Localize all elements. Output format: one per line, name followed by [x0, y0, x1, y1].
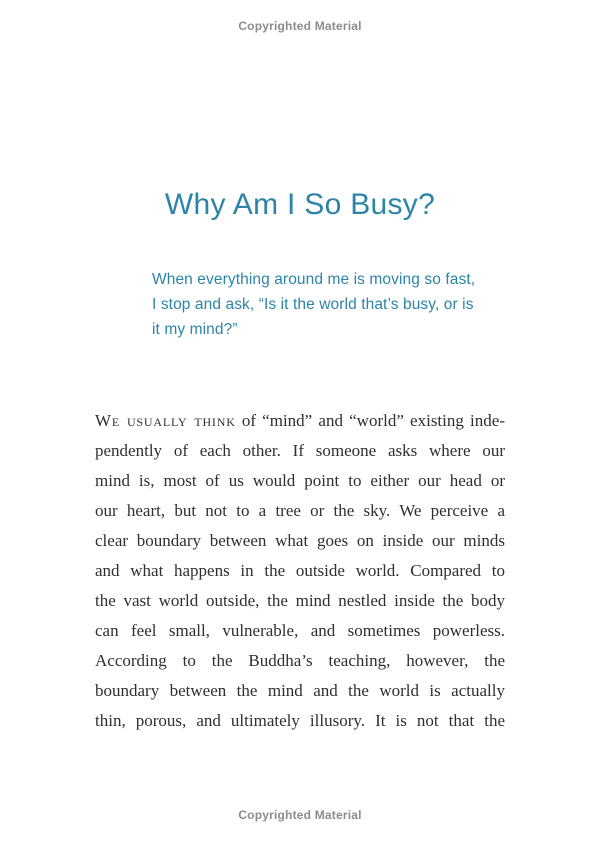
- body-lead-smallcaps: We usually think: [95, 411, 236, 430]
- body-first-line-rest: of “mind” and “world” existing inde-: [235, 411, 505, 430]
- epigraph-line: When everything around me is moving so fast,: [152, 271, 476, 288]
- body-line: boundary between the mind and the world is actually: [95, 681, 505, 700]
- body-line: According to the Buddha’s teaching, however, the: [95, 651, 505, 670]
- chapter-title: Why Am I So Busy?: [164, 188, 436, 221]
- body-line: clear boundary between what goes on inside our minds: [95, 531, 505, 550]
- body-line-first: [95, 406, 505, 436]
- epigraph-line: it my mind?”: [152, 321, 238, 338]
- copyright-notice-top: Copyrighted Material: [238, 19, 362, 33]
- body-line: mind is, most of us would point to either our head or: [95, 471, 505, 490]
- body-line: our heart, but not to a tree or the sky. We perceive a: [95, 501, 505, 520]
- epigraph-line: I stop and ask, “Is it the world that’s busy, or is: [152, 296, 474, 313]
- body-line: and what happens in the outside world. Compared to: [95, 561, 505, 580]
- body-paragraph: [95, 406, 505, 736]
- chapter-epigraph: [152, 267, 505, 342]
- body-line: can feel small, vulnerable, and sometimes powerless.: [95, 621, 505, 640]
- body-line: thin, porous, and ultimately illusory. It is not that the: [95, 711, 505, 730]
- body-lines: [95, 436, 505, 736]
- body-line: the vast world outside, the mind nestled inside the body: [95, 591, 505, 610]
- copyright-notice-bottom: Copyrighted Material: [238, 808, 362, 822]
- body-line: pendently of each other. If someone asks where our: [95, 441, 505, 460]
